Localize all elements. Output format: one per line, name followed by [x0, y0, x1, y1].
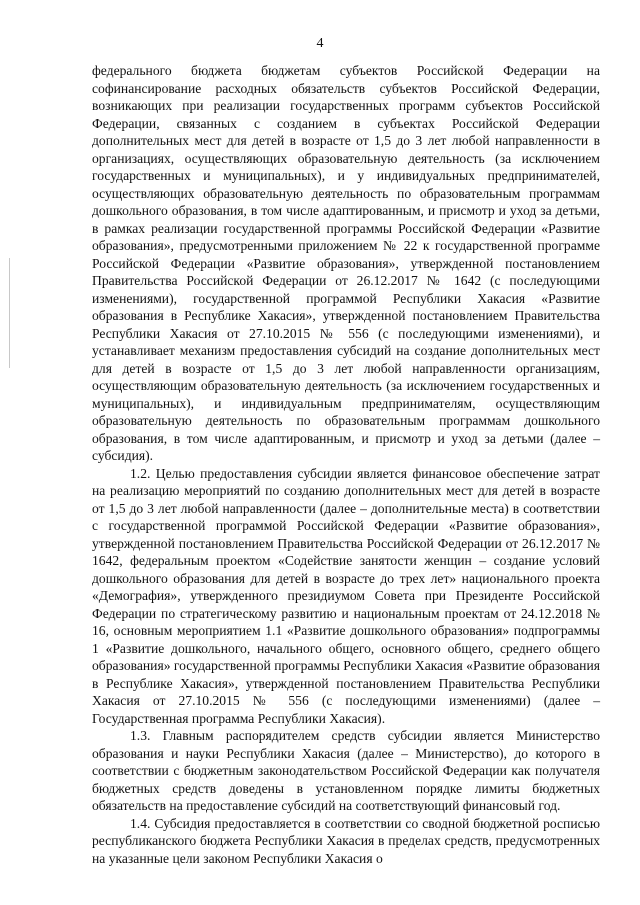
paragraph-continuation: федерального бюджета бюджетам субъектов Российской Федерации на софинансирование расходных обязательств субъектов Российской Федерации, возникающих при реализации государственных программ субъектов Российской Федерации, связанных с созданием в субъектах Российской Федерации дополнительных мест для детей в возрасте от 1,5 до 3 лет любой направленности в организациях, осуществляющих образовательную деятельность (за исключением государственных и муниципальных), и у индивидуальных предпринимателей, осуществляющих образовательную деятельность по образовательным программам дошкольного образования, в том числе адаптированным, и присмотр и уход за детьми, в рамках реализации государственной программы Российской Федерации «Развитие образования», предусмотренными приложением № 22 к государственной программе Российской Федерации «Развитие образования», утвержденной постановлением Правительства Российской Федерации от 26.12.2017 № 1642 (с последующими изменениями), государственной программой Республики Хакасия «Развитие образования в Республике Хакасия», утвержденной постановлением Правительства Республики Хакасия от 27.10.2015 № 556 (с последующими изменениями), и устанавливает механизм предоставления субсидий на создание дополнительных мест для детей в возрасте от 1,5 до 3 лет любой направленности организациям, осуществляющим образовательную деятельность (за исключением государственных и муниципальных), и индивидуальным предпринимателям, осуществляющим образовательную деятельность по образовательным программам дошкольного образования, в том числе адаптированным, и присмотр и уход за детьми (далее – субсидия).	[92, 63, 600, 463]
document-body	[92, 62, 600, 867]
paragraph-1-2: 1.2. Целью предоставления субсидии является финансовое обеспечение затрат на реализацию мероприятий по созданию дополнительных мест для детей в возрасте от 1,5 до 3 лет любой направленности (далее – дополнительные места) в соответствии с государственной программой Российской Федерации «Развитие образования», утвержденной постановлением Правительства Российской Федерации от 26.12.2017 № 1642, федеральным проектом «Содействие занятости женщин – создание условий дошкольного образования для детей в возрасте до трех лет» национального проекта «Демография», утвержденного президиумом Совета при Президенте Российской Федерации по стратегическому развитию и национальным проектам от 24.12.2018 № 16, основным мероприятием 1.1 «Развитие дошкольного образования» подпрограммы 1 «Развитие дошкольного, начального общего, основного общего, среднего общего образования» государственной программы Республики Хакасия «Развитие образования в Республике Хакасия», утвержденной постановлением Правительства Республики Хакасия от 27.10.2015 № 556 (с последующими изменениями) (далее – Государственная программа Республики Хакасия).	[92, 465, 600, 726]
paragraph-1-4: 1.4. Субсидия предоставляется в соответствии со сводной бюджетной росписью республиканского бюджета Республики Хакасия в пределах средств, предусмотренных на указанные цели законом Республики Хакасия о	[92, 815, 600, 866]
scan-margin-mark	[9, 258, 10, 368]
page-number: 4	[316, 36, 324, 51]
paragraph-1-3: 1.3. Главным распорядителем средств субсидии является Министерство образования и науки Республики Хакасия (далее – Министерство), до которого в соответствии с бюджетным законодательством Российской Федерации как получателя бюджетных средств доведены в установленном порядке лимиты бюджетных обязательств на предоставление субсидий на соответствующий финансовый год.	[92, 728, 600, 813]
